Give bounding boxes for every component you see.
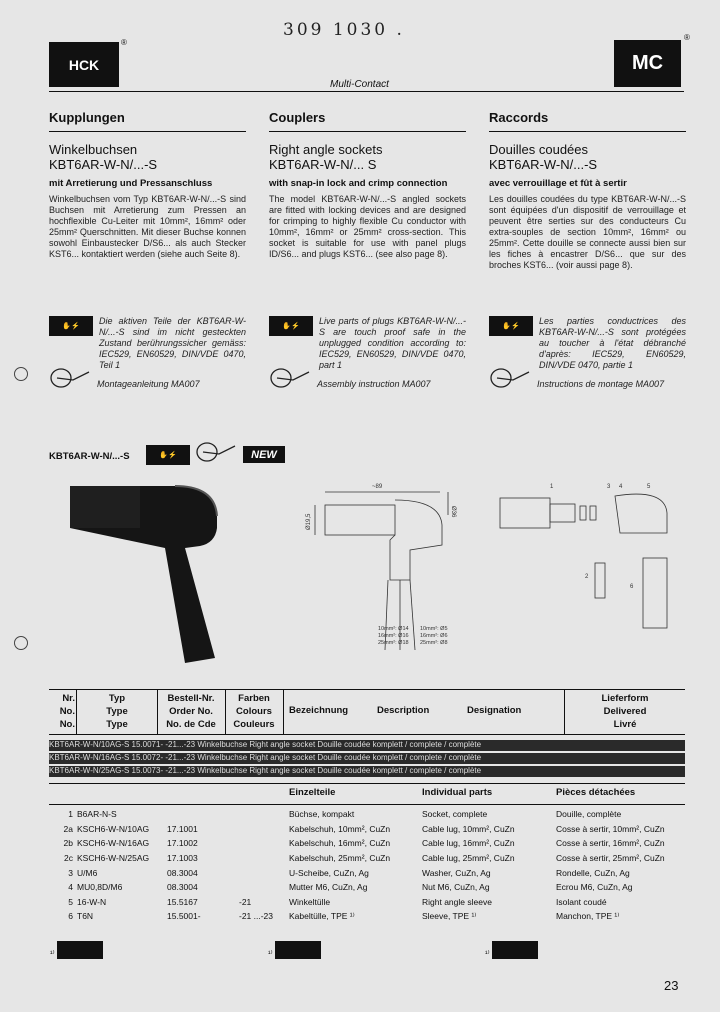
cell-de: Kabelschuh, 10mm², CuZn bbox=[289, 823, 391, 834]
cell-de: Kabelschuh, 16mm², CuZn bbox=[289, 838, 391, 849]
footnote-mark: ¹⁾ bbox=[268, 949, 273, 958]
hck-logo: HCK bbox=[49, 42, 119, 87]
cell-type: U/M6 bbox=[77, 867, 98, 878]
table-row: KBT6AR-W-N/16AG-S 15.0072- -21...-23 Winkelbuchse Right angle socket Douille coudée komplett / complete / complète bbox=[49, 753, 685, 764]
cell-fr: Douille, complète bbox=[556, 809, 622, 820]
assembly-instruction: Assembly instruction MA007 bbox=[317, 379, 431, 389]
part-number: 3 bbox=[607, 484, 611, 490]
product-name: Right angle sockets bbox=[269, 142, 383, 157]
table-row: KBT6AR-W-N/25AG-S 15.0073- -21...-23 Winkelbuchse Right angle socket Douille coudée komplett / complete / complète bbox=[49, 766, 685, 777]
cell-nr: 2c bbox=[64, 853, 73, 864]
column-title: Raccords bbox=[489, 110, 549, 125]
punch-hole bbox=[14, 367, 28, 381]
column-rule bbox=[49, 131, 246, 132]
header-rule bbox=[49, 91, 684, 92]
assembly-instruction-icon bbox=[269, 366, 313, 390]
column-rule bbox=[489, 131, 686, 132]
product-name: Douilles coudées bbox=[489, 142, 589, 157]
registered-mark-right: ® bbox=[684, 33, 690, 42]
cell-nr: 2b bbox=[63, 838, 73, 849]
mc-logo: MC bbox=[614, 40, 681, 87]
cell-order: 15.5167 bbox=[167, 896, 198, 907]
cell-nr: 3 bbox=[68, 867, 73, 878]
touch-safe-icon: ✋⚡ bbox=[489, 316, 533, 336]
cell-nr: 6 bbox=[68, 911, 73, 922]
safety-note: Live parts of plugs KBT6AR-W-N/...-S are touch proof safe in the unplugged condition according to: IEC529, EN60529, DIN/VDE 0470, part 1 bbox=[319, 316, 466, 370]
dim-cable: 25mm²: Ø18 bbox=[378, 640, 409, 646]
part-number: 1 bbox=[550, 484, 554, 490]
dim-cable: 16mm²: Ø16 bbox=[378, 633, 409, 639]
cell-type: KSCH6-W-N/16AG bbox=[77, 838, 150, 849]
cell-fr: Isolant coudé bbox=[556, 896, 607, 907]
product-subtitle: avec verrouillage et fût à sertir bbox=[489, 178, 627, 189]
cell-type: KSCH6-W-N/10AG bbox=[77, 823, 150, 834]
cell-type: B6AR-N-S bbox=[77, 809, 117, 820]
cell-de: Büchse, kompakt bbox=[289, 809, 355, 820]
parts-header-en: Individual parts bbox=[422, 787, 493, 798]
cell-order: 08.3004 bbox=[167, 867, 198, 878]
assembly-instruction-icon bbox=[49, 366, 93, 390]
exploded-drawing bbox=[495, 478, 695, 648]
cell-fr: Cosse à sertir, 16mm², CuZn bbox=[556, 838, 665, 849]
cell-en: Cable lug, 25mm², CuZn bbox=[422, 853, 515, 864]
part-number: 2 bbox=[585, 574, 589, 580]
table-row bbox=[49, 909, 685, 924]
cell-en: Cable lug, 10mm², CuZn bbox=[422, 823, 515, 834]
figure-label: KBT6AR-W-N/...-S bbox=[49, 451, 130, 462]
product-body: Les douilles coudées du type KBT6AR-W-N/...-S sont équipées d'un dispositif de verrouillage et peuvent être serties sur des conducteurs Cu extra-souples de section 10mm², 16mm² ou 25mm². Cette douille se connecte aussi bien sur les fiches à encastrer D/S6... que sur des broches KST6... (voir aussi page 8). bbox=[489, 194, 686, 270]
table-row bbox=[49, 895, 685, 910]
col-nr: Nr. No. No. bbox=[59, 693, 75, 730]
dim-cable-right: 10mm²: Ø5 bbox=[420, 626, 448, 632]
assembly-instruction: Montageanleitung MA007 bbox=[97, 379, 200, 389]
table-row bbox=[49, 807, 685, 822]
cell-fr: Manchon, TPE ¹⁾ bbox=[556, 910, 620, 921]
column-en bbox=[269, 110, 466, 390]
cell-fr: Cosse à sertir, 25mm², CuZn bbox=[556, 853, 665, 864]
touch-safe-icon: ✋⚡ bbox=[146, 445, 190, 465]
cell-type: T6N bbox=[77, 911, 94, 922]
cell-type: 16-W-N bbox=[77, 896, 107, 907]
bottom-icon bbox=[275, 941, 321, 959]
cell-type: KSCH6-W-N/25AG bbox=[77, 853, 150, 864]
table-row bbox=[49, 822, 685, 837]
cell-colour: -21 ...-23 bbox=[239, 911, 274, 922]
cell-de: Kabelschuh, 25mm², CuZn bbox=[289, 853, 391, 864]
cell-nr: 5 bbox=[68, 896, 73, 907]
product-model: KBT6AR-W-N/... S bbox=[269, 157, 377, 172]
cell-de: Kabeltülle, TPE ¹⁾ bbox=[289, 910, 355, 921]
cell-colour: -21 bbox=[239, 896, 252, 907]
col-description: Description bbox=[377, 705, 430, 716]
dim-top: ~89 bbox=[372, 484, 383, 490]
product-subtitle: mit Arretierung und Pressanschluss bbox=[49, 178, 213, 189]
bottom-icon bbox=[57, 941, 103, 959]
col-bezeichnung: Bezeichnung bbox=[289, 705, 349, 716]
part-number: 5 bbox=[647, 484, 651, 490]
product-body: The model KBT6AR-W-N/...-S angled sockets are fitted with locking devices and are designed for crimping to highly flexible Cu conductor with 10mm², 16mm² or 25mm² cross-section. This socket is suitable for use with panel plugs ID/S6... and plugs KST6... (see also page 8). bbox=[269, 194, 466, 259]
touch-safe-icon: ✋⚡ bbox=[269, 316, 313, 336]
cell-order: 17.1002 bbox=[167, 838, 198, 849]
safety-note: Les parties conductrices des KBT6AR-W-N/...-S sont protégées au toucher à l'état débranché d'après: IEC529, EN60529, DIN/VDE 0470, partie 1 bbox=[539, 316, 686, 370]
cell-order: 15.5001- bbox=[167, 911, 201, 922]
product-model: KBT6AR-W-N/...-S bbox=[489, 157, 598, 172]
product-subtitle: with snap-in lock and crimp connection bbox=[269, 178, 448, 189]
parts-header-fr: Pièces détachées bbox=[556, 787, 636, 798]
cell-nr: 1 bbox=[68, 809, 73, 820]
cell-fr: Rondelle, CuZn, Ag bbox=[556, 867, 630, 878]
col-type: Typ Type Type bbox=[106, 693, 128, 730]
table-row bbox=[49, 880, 685, 895]
cell-de: Winkeltülle bbox=[289, 896, 331, 907]
cell-order: 08.3004 bbox=[167, 882, 198, 893]
table-row bbox=[49, 851, 685, 866]
assembly-instruction: Instructions de montage MA007 bbox=[537, 379, 665, 389]
touch-safe-icon: ✋⚡ bbox=[49, 316, 93, 336]
assembly-instruction-icon bbox=[489, 366, 533, 390]
product-body: Winkelbuchsen vom Typ KBT6AR-W-N/...-S sind Buchsen mit Arretierung zum Pressen an hochflexible Cu-Leiter mit 10mm², 16mm² oder 25mm² Querschnitten. Mit dieser Buchse konnen sowohl Einbaustecker D/S6... als auch Stecker KST6... kontaktiert werden (siehe auch Seite 8). bbox=[49, 194, 246, 259]
cell-type: MU0,8D/M6 bbox=[77, 882, 123, 893]
footnote-mark: ¹⁾ bbox=[485, 949, 490, 958]
handwritten-number: 309 1030 . bbox=[283, 20, 405, 40]
dim-cable: 10mm²: Ø14 bbox=[378, 626, 409, 632]
col-order: Bestell-Nr. Order No. No. de Cde bbox=[166, 693, 216, 730]
parts-header-de: Einzelteile bbox=[289, 787, 336, 798]
cell-order: 17.1001 bbox=[167, 823, 198, 834]
part-number: 6 bbox=[630, 584, 634, 590]
bottom-icon bbox=[492, 941, 538, 959]
cell-en: Socket, complete bbox=[422, 809, 488, 820]
column-de bbox=[49, 110, 246, 390]
technical-drawing bbox=[270, 470, 470, 670]
punch-hole bbox=[14, 636, 28, 650]
safety-note: Die aktiven Teile der KBT6AR-W-N/...-S sind im nicht gesteckten Zustand berührungssicher gemäss: IEC529, EN60529, DIN/VDE 0470, Teil 1 bbox=[99, 316, 246, 370]
dim-side: Ø36 bbox=[450, 506, 456, 518]
column-title: Kupplungen bbox=[49, 110, 125, 125]
cell-fr: Ecrou M6, CuZn, Ag bbox=[556, 882, 633, 893]
cell-fr: Cosse à sertir, 10mm², CuZn bbox=[556, 823, 665, 834]
table-row: KBT6AR-W-N/10AG-S 15.0071- -21...-23 Winkelbuchse Right angle socket Douille coudée komplett / complete / complète bbox=[49, 740, 685, 751]
col-delivered: Lieferform Delivered Livré bbox=[601, 693, 649, 730]
product-photo bbox=[65, 468, 235, 668]
cell-de: U-Scheibe, CuZn, Ag bbox=[289, 867, 369, 878]
assembly-instruction-icon bbox=[195, 440, 239, 464]
cell-de: Mutter M6, CuZn, Ag bbox=[289, 882, 368, 893]
cell-en: Right angle sleeve bbox=[422, 896, 492, 907]
col-designation: Designation bbox=[467, 705, 522, 716]
part-number: 4 bbox=[619, 484, 623, 490]
product-name: Winkelbuchsen bbox=[49, 142, 138, 157]
col-colours: Farben Colours Couleurs bbox=[233, 693, 275, 730]
cell-order: 17.1003 bbox=[167, 853, 198, 864]
page-number: 23 bbox=[664, 978, 679, 993]
cell-en: Sleeve, TPE ¹⁾ bbox=[422, 910, 477, 921]
spec-table bbox=[49, 689, 685, 924]
cell-en: Nut M6, CuZn, Ag bbox=[422, 882, 490, 893]
footnote-mark: ¹⁾ bbox=[50, 949, 55, 958]
product-model: KBT6AR-W-N/...-S bbox=[49, 157, 158, 172]
dim-bore: Ø19,5 bbox=[306, 513, 312, 530]
column-fr bbox=[489, 110, 686, 390]
new-badge: NEW bbox=[243, 446, 285, 463]
cell-nr: 2a bbox=[63, 823, 73, 834]
column-title: Couplers bbox=[269, 110, 326, 125]
dim-cable-right: 25mm²: Ø8 bbox=[420, 640, 448, 646]
table-row bbox=[49, 836, 685, 851]
cell-en: Washer, CuZn, Ag bbox=[422, 867, 491, 878]
registered-mark-left: ® bbox=[121, 38, 127, 47]
table-row bbox=[49, 865, 685, 880]
dim-cable-right: 16mm²: Ø6 bbox=[420, 633, 448, 639]
cell-nr: 4 bbox=[68, 882, 73, 893]
cell-en: Cable lug, 16mm², CuZn bbox=[422, 838, 515, 849]
column-rule bbox=[269, 131, 466, 132]
brand-label: Multi-Contact bbox=[330, 79, 389, 90]
